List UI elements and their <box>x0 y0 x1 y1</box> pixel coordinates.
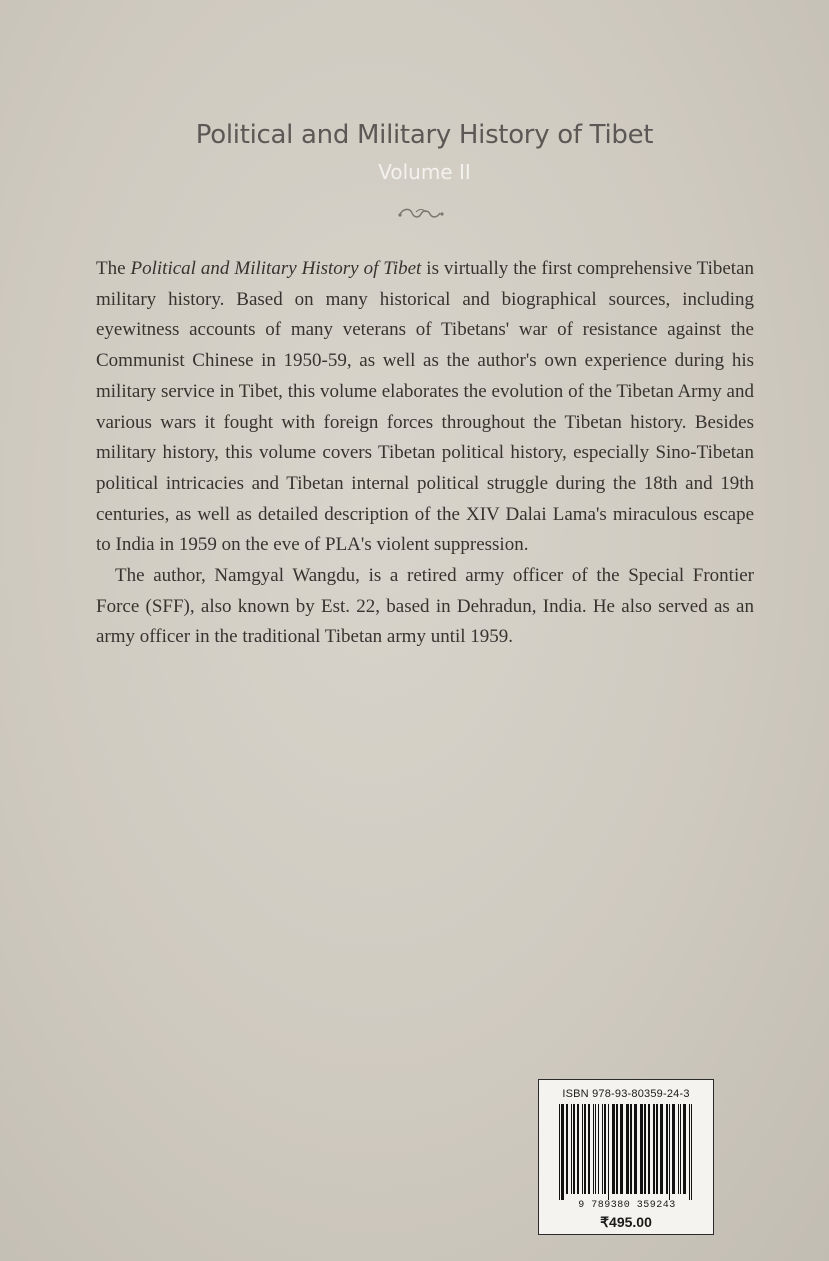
barcode-bar <box>584 1104 586 1194</box>
barcode-bar <box>683 1104 686 1194</box>
blurb-paragraph-author: The author, Namgyal Wangdu, is a retired army officer of the Special Frontier Force (SFF), also known by Est. 22, based in Dehradun, India. He also served as an army officer in the traditional Tibetan army until 1959. <box>96 565 754 648</box>
barcode-bar <box>561 1104 564 1200</box>
scroll-flourish-icon <box>396 206 446 222</box>
blurb-book-title: Political and Military History of Tibet <box>130 258 422 279</box>
barcode-bar <box>577 1104 579 1194</box>
barcode-bar <box>620 1104 623 1194</box>
blurb-lead: The <box>96 258 131 279</box>
barcode-bar <box>656 1104 658 1194</box>
barcode-bar <box>666 1104 668 1194</box>
barcode-digits: 9 789380 359243 <box>578 1200 676 1211</box>
barcode-bar <box>680 1104 681 1194</box>
barcode-bar <box>630 1104 632 1194</box>
barcode-bar <box>604 1104 606 1194</box>
barcode-bar <box>582 1104 583 1194</box>
barcode-bar <box>593 1104 594 1194</box>
barcode-bar <box>616 1104 618 1194</box>
barcode-bar <box>660 1104 663 1194</box>
barcode-bar <box>595 1104 596 1194</box>
barcode-bar <box>689 1104 690 1200</box>
barcode-bar <box>634 1104 637 1194</box>
book-title: Political and Military History of Tibet <box>195 120 654 150</box>
barcode-bar <box>588 1104 590 1194</box>
isbn-barcode-box <box>538 1079 714 1235</box>
barcode-bar <box>669 1104 670 1200</box>
isbn-label: ISBN 978-93-80359-24-3 <box>562 1088 690 1100</box>
barcode-bar <box>626 1104 629 1194</box>
barcode-bar <box>559 1104 560 1200</box>
barcode-bar <box>678 1104 679 1194</box>
barcode-bar <box>644 1104 646 1194</box>
barcode-bar <box>672 1104 675 1194</box>
barcode-bar <box>691 1104 692 1200</box>
barcode-bar <box>648 1104 650 1194</box>
barcode-icon <box>559 1104 695 1200</box>
barcode-bar <box>608 1104 609 1200</box>
barcode-bar <box>640 1104 643 1194</box>
barcode-bar <box>653 1104 655 1194</box>
volume-label: Volume II <box>378 160 471 184</box>
blurb-summary-body: is virtually the first comprehensive Tibetan military history. Based on many historical and biographical sources, including eyewitness accounts of many veterans of Tibetans' war of resistance against the Communist Chinese in 1950-59, as well as the author's own experience during his military service in Tibet, this volume elaborates the evolution of the Tibetan Army and various wars it fought with foreign forces throughout the Tibetan history. Besides military history, this volume covers Tibetan political history, especially Sino-Tibetan political intricacies and Tibetan internal political struggle during the 18th and 19th centuries, as well as detailed description of the XIV Dalai Lama's miraculous escape to India in 1959 on the eve of PLA's violent suppression. <box>96 258 754 556</box>
back-cover-blurb <box>96 254 754 653</box>
barcode-bar <box>571 1104 572 1194</box>
barcode-bar <box>602 1104 603 1194</box>
barcode-bar <box>612 1104 615 1194</box>
barcode-bar <box>573 1104 575 1194</box>
price-label: ₹495.00 <box>600 1214 652 1230</box>
blurb-paragraph-summary <box>96 254 754 561</box>
barcode-bar <box>566 1104 568 1194</box>
barcode-bar <box>598 1104 599 1194</box>
